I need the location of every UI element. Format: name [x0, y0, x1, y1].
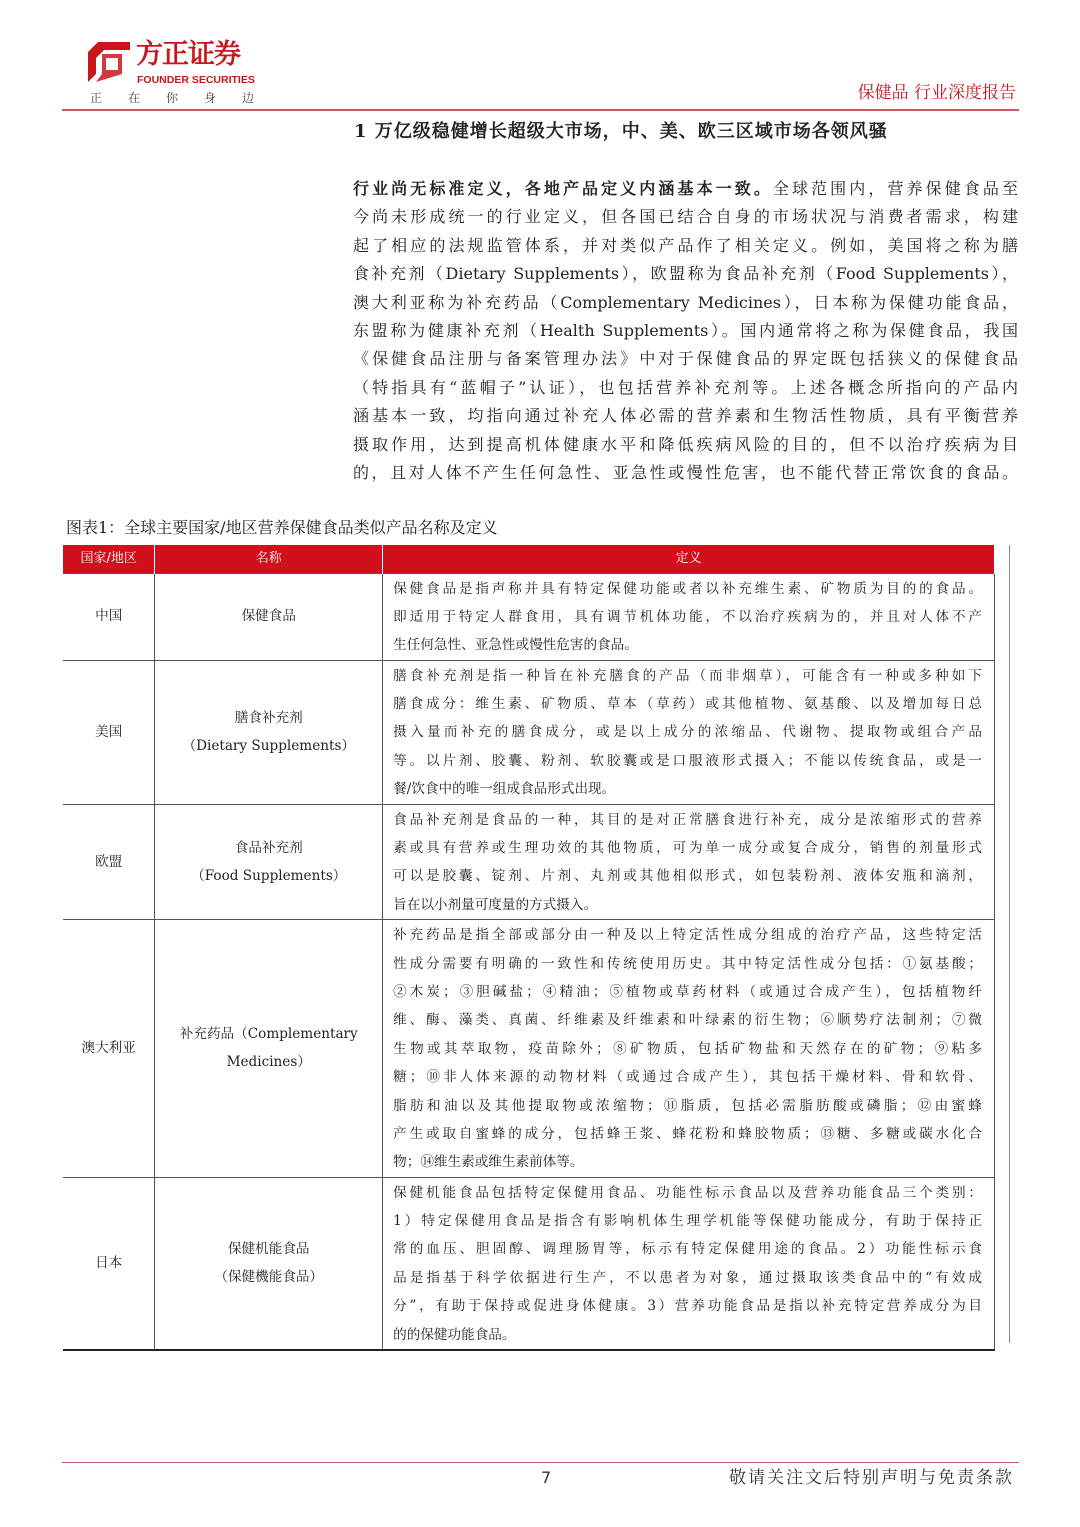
name-line: 保健食品 — [241, 608, 296, 625]
definition-line: 食品补充剂是食品的一种，其目的是对正常膳食进行补充，成分是浓缩形式的营养 — [393, 811, 982, 828]
cell-name — [155, 920, 383, 1178]
name-line: 保健机能食品 — [227, 1240, 310, 1257]
definition-line: 素或具有营养或生理功效的其他物质，可为单一成分或复合成分，销售的剂量形式 — [393, 840, 982, 857]
page-number: 7 — [541, 1468, 552, 1487]
name-line: 食品补充剂 — [234, 839, 303, 856]
para-bold-lead: 行业尚无标准定义，各地产品定义内涵基本一致。 — [353, 179, 773, 198]
cell-region: 美国 — [63, 660, 155, 804]
name-line: 膳食补充剂 — [234, 709, 303, 726]
definition-line: 维、酶、藻类、真菌、纤维素及纤维素和叶绿素的衍生物；⑥顺势疗法制剂；⑦微 — [393, 1012, 982, 1029]
name-line: （保健機能食品） — [214, 1269, 324, 1286]
definition-line: ②木炭；③胆碱盐；④精油；⑤植物或草药材料（或通过合成产生），包括植物纤 — [393, 983, 982, 1000]
definition-line: 膳食补充剂是指一种旨在补充膳食的产品（而非烟草），可能含有一种或多种如下 — [393, 667, 982, 684]
footer-divider — [62, 1462, 1019, 1463]
header-divider — [62, 109, 1019, 111]
definitions-table — [63, 545, 995, 1351]
cell-region: 中国 — [63, 573, 155, 660]
cell-name — [155, 1177, 383, 1350]
definition-line: 常的血压、胆固醇、调理肠胃等，标示有特定保健用途的食品。2）功能性标示食 — [393, 1241, 982, 1258]
cell-region: 日本 — [63, 1177, 155, 1350]
para-line: 今尚未形成统一的行业定义，但各国已结合自身的市场状况与消费者需求，构建 — [353, 207, 1018, 227]
cell-name — [155, 804, 383, 920]
definition-line: 补充药品是指全部或部分由一种及以上特定活性成分组成的治疗产品，这些特定活 — [393, 927, 982, 944]
definition-line: 脂肪和油以及其他提取物或浓缩物；⑪脂质，包括必需脂肪酸或磷脂；⑫由蜜蜂 — [393, 1097, 982, 1114]
header-region: 国家/地区 — [63, 545, 155, 573]
para-line: 食补充剂（Dietary Supplements），欧盟称为食品补充剂（Food Supplements）， — [353, 264, 1018, 284]
name-line: Medicines） — [226, 1054, 311, 1071]
definition-line: 糖；⑩非人体来源的动物材料（或通过合成产生），其包括干燥材料、骨和软骨、 — [393, 1069, 982, 1086]
cell-definition — [383, 660, 995, 804]
definition-line: 产生或取自蜜蜂的成分，包括蜂王浆、蜂花粉和蜂胶物质；⑬糖、多糖或碳水化合 — [393, 1125, 982, 1142]
para-line: 的，且对人体不产生任何急性、亚急性或慢性危害，也不能代替正常饮食的食品。 — [353, 462, 1018, 482]
definition-line: 性成分需要有明确的一致性和传统使用历史。其中特定活性成分包括：①氨基酸； — [393, 955, 982, 972]
definition-line: 生物或其萃取物，疫苗除外；⑧矿物质，包括矿物盐和天然存在的矿物；⑨粘多 — [393, 1040, 982, 1057]
definition-line: 餐/饮食中的唯一组成食品形式出现。 — [393, 781, 616, 798]
cell-region: 澳大利亚 — [63, 920, 155, 1178]
definition-line: 的的保健功能食品。 — [393, 1326, 516, 1343]
section-title: 1 万亿级稳健增长超级大市场，中、美、欧三区域市场各领风骚 — [354, 121, 888, 142]
table-row — [63, 920, 995, 1178]
definition-line: 等。以片剂、胶囊、粉剂、软胶囊或是口服液形式摄入；不能以传统食品，或是一 — [393, 752, 982, 769]
body-paragraph — [353, 175, 1018, 487]
definition-line: 即适用于特定人群食用，具有调节机体功能，不以治疗疾病为的，并且对人体不产 — [393, 608, 982, 625]
header-name: 名称 — [155, 545, 383, 573]
table-right-border — [1009, 545, 1010, 1343]
para-line: 东盟称为健康补充剂（Health Supplements）。国内通常将之称为保健食品，我国 — [353, 320, 1018, 340]
logo-text-cn: 方正证券 — [136, 39, 240, 70]
definition-line: 摄入量而补充的膳食成分，或是以上成分的浓缩品、代谢物、提取物或组合产品 — [393, 724, 982, 741]
cell-definition — [383, 920, 995, 1178]
para-line: 涵基本一致，均指向通过补充人体必需的营养素和生物活性物质，具有平衡营养 — [353, 406, 1018, 426]
logo-text-en: FOUNDER SECURITIES — [137, 74, 255, 86]
para-line: 摄取作用，达到提高机体健康水平和降低疾病风险的目的，但不以治疗疾病为目 — [353, 434, 1018, 454]
definition-line: 1）特定保健用食品是指含有影响机体生理学机能等保健功能成分，有助于保持正 — [393, 1213, 982, 1230]
cell-definition — [383, 1177, 995, 1350]
definition-line: 膳食成分：维生素、矿物质、草本（草药）或其他植物、氨基酸、以及增加每日总 — [393, 696, 982, 713]
definition-line: 旨在以小剂量可度量的方式摄入。 — [393, 896, 598, 913]
definition-line: 可以是胶囊、锭剂、片剂、丸剂或其他相似形式，如包装粉剂、液体安瓶和滴剂， — [393, 868, 982, 885]
disclaimer-text: 敬请关注文后特别声明与免责条款 — [729, 1468, 1014, 1488]
para-line: 澳大利亚称为补充药品（Complementary Medicines），日本称为保健功能食品， — [353, 292, 1018, 312]
table-row — [63, 573, 995, 660]
cell-definition — [383, 804, 995, 920]
definition-line: 保健食品是指声称并具有特定保健功能或者以补充维生素、矿物质为目的的食品。 — [393, 580, 982, 597]
name-line: （Food Supplements） — [191, 867, 347, 884]
name-line: 补充药品（Complementary — [179, 1026, 358, 1043]
definition-line: 品是指基于科学依据进行生产，不以患者为对象，通过摄取该类食品中的“有效成 — [393, 1269, 982, 1286]
table-row — [63, 660, 995, 804]
slogan: 正在你身边 — [90, 91, 281, 105]
table-row — [63, 804, 995, 920]
table-row — [63, 1177, 995, 1350]
cell-name — [155, 573, 383, 660]
para-line: 《保健食品注册与备案管理办法》中对于保健食品的界定既包括狭义的保健食品 — [353, 349, 1018, 369]
cell-region: 欧盟 — [63, 804, 155, 920]
definition-line: 保健机能食品包括特定保健用食品、功能性标示食品以及营养功能食品三个类别： — [393, 1184, 982, 1201]
name-line: （Dietary Supplements） — [182, 738, 356, 755]
report-type: 保健品 行业深度报告 — [857, 83, 1016, 103]
definition-line: 物；⑭维生素或维生素前体等。 — [393, 1154, 584, 1171]
cell-name — [155, 660, 383, 804]
definition-line: 分”，有助于保持或促进身体健康。3）营养功能食品是指以补充特定营养成分为目 — [393, 1298, 982, 1315]
para-line: （特指具有“蓝帽子”认证），也包括营养补充剂等。上述各概念所指向的产品内 — [353, 377, 1018, 397]
definition-line: 生任何急性、亚急性或慢性危害的食品。 — [393, 637, 638, 654]
table-header-row — [63, 545, 995, 573]
para-line: 行业尚无标准定义，各地产品定义内涵基本一致。全球范围内，营养保健食品至 — [353, 179, 1018, 198]
figure-title: 图表1：全球主要国家/地区营养保健食品类似产品名称及定义 — [66, 518, 498, 537]
founder-logo-icon — [88, 42, 130, 82]
cell-definition — [383, 573, 995, 660]
header-definition: 定义 — [383, 545, 995, 573]
para-line: 起了相应的法规监管体系，并对类似产品作了相关定义。例如，美国将之称为膳 — [353, 235, 1018, 255]
